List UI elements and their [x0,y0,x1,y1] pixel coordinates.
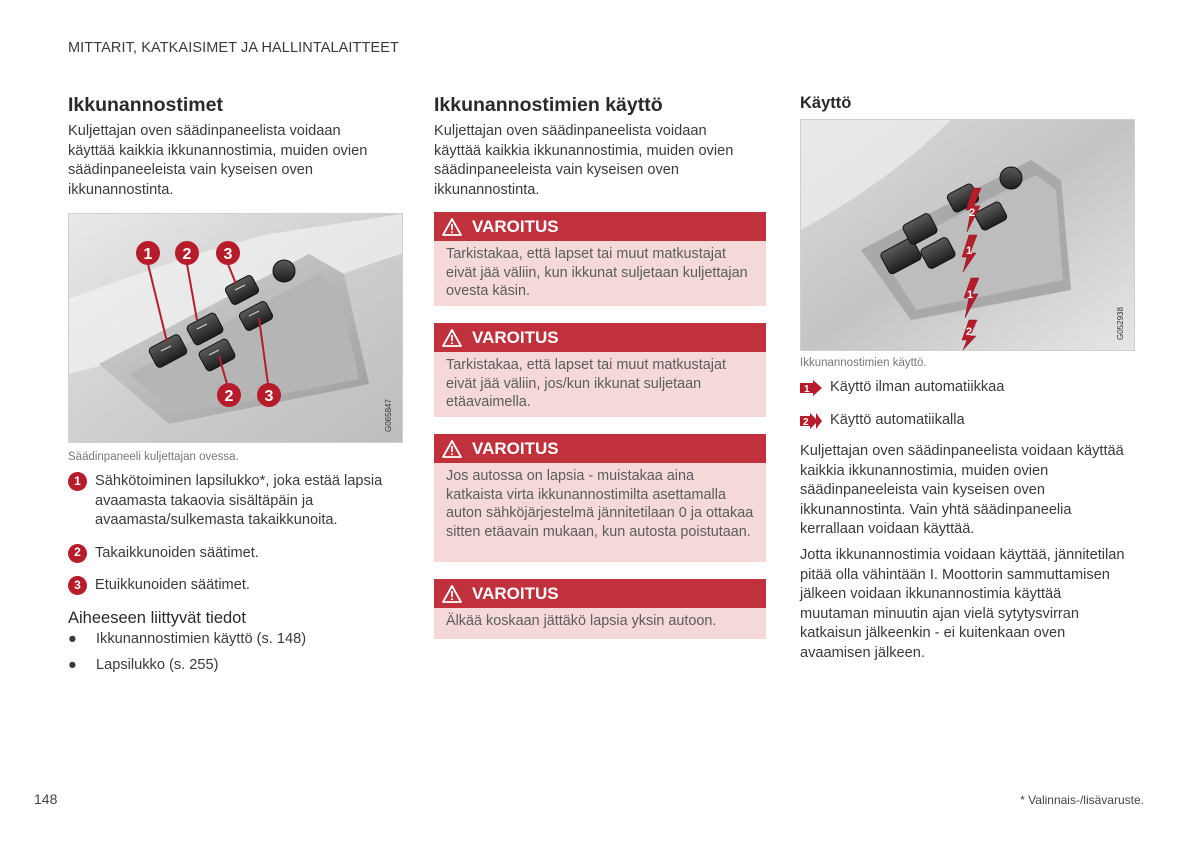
bullet-icon: ● [68,631,77,647]
warning-text: Tarkistakaa, että lapset tai muut matkustajat eivät jää väliin, kun ikkunat suljetaan kuljettajan ovesta käsin. [446,246,748,300]
warning-text: Jos autossa on lapsia - muistakaa aina katkaista virta ikkunannostimilta asettamalla auton sähköjärjestelmä jännitetilaan 0 ja ottakaa sitten etäavain mukaan, kun autosta poistutaan. [446,468,754,540]
right-column [800,94,1134,113]
page-header: MITTARIT, KATKAISIMET JA HALLINTALAITTEET [68,40,399,56]
image-caption: Ikkunannostimien käyttö. [800,357,927,369]
double-arrow-badge-icon [800,412,822,430]
section-title: Käyttö [800,94,852,112]
svg-text:1: 1 [804,384,810,395]
warning-text: Tarkistakaa, että lapset tai muut matkustajat eivät jää väliin, jos/kun ikkunat suljetaan etäavaimella. [446,357,726,411]
warning-box [434,212,766,306]
warning-header [434,434,766,463]
operation-paragraph-1: Kuljettajan oven säädinpaneelista voidaan käyttää kaikkia ikkunannostimia, muiden ovien säädinpaneeleista vain kyseisen oven ikkunannostinta. Vain yhtä säädinpaneelia kerrallaan voidaan käyttää. [800,443,1124,538]
image-code: G052938 [1116,307,1125,340]
warning-box [434,434,766,562]
warning-label: VAROITUS [472,327,559,347]
arrow-badge-icon [800,379,822,397]
arrow-label-1b: 1 [967,289,974,301]
list-item [800,378,1134,398]
list-item-text: Sähkötoiminen lapsilukko*, joka estää lapsia avaamasta takaovia sisältäpäin ja avaamasta/sulkemasta takaikkunoita. [95,473,383,529]
related-link[interactable] [68,656,398,676]
related-link-text[interactable]: Lapsilukko (s. 255) [96,656,219,673]
callout-2b: 2 [224,388,234,405]
image-caption: Säädinpaneeli kuljettajan ovessa. [68,451,239,463]
related-link[interactable] [68,630,398,650]
callout-3b: 3 [264,388,274,405]
intro-text: Kuljettajan oven säädinpaneelista voidaan käyttää kaikkia ikkunannostimia, muiden ovien säädinpaneeleista vain kyseisen oven ikkunannostinta. [68,123,368,198]
list-item-text: Takaikkunoiden säätimet. [95,544,259,561]
number-badge: 1 [68,472,87,491]
arrow-label-1: 1 [966,245,973,257]
callout-2: 2 [182,246,192,263]
arrow-label-2: 2 [969,207,976,219]
warning-triangle-icon [442,585,462,603]
legend-list [68,472,403,609]
section-title: Ikkunannostimet [68,94,223,116]
list-item-text: Etuikkunoiden säätimet. [95,577,250,594]
intro-text: Kuljettajan oven säädinpaneelista voidaan käyttää kaikkia ikkunannostimia, muiden ovien säädinpaneeleista vain kyseisen oven ikkunannostinta. [434,123,734,198]
warning-box [434,323,766,417]
warning-triangle-icon [442,218,462,236]
warning-box [434,579,766,639]
callout-3: 3 [223,246,233,263]
number-badge: 3 [68,576,87,595]
list-item [68,544,403,564]
footnote: * Valinnais-/lisävaruste. [1020,793,1144,807]
door-panel-photo [68,213,403,443]
middle-column [434,94,764,200]
list-item [68,472,403,531]
left-column [68,94,398,200]
window-operation-photo [800,119,1135,351]
operation-legend [800,378,1134,443]
related-title: Aiheeseen liittyvät tiedot [68,609,246,627]
list-item-text: Käyttö automatiikalla [830,411,965,428]
bullet-icon: ● [68,656,77,673]
warning-header [434,323,766,352]
warning-label: VAROITUS [472,583,559,603]
warning-triangle-icon [442,440,462,458]
list-item-text: Käyttö ilman automatiikkaa [830,379,1005,395]
image-code: G065847 [384,399,393,432]
warning-label: VAROITUS [472,438,559,458]
related-section [68,609,398,681]
section-title: Ikkunannostimien käyttö [434,94,663,116]
related-link-text[interactable]: Ikkunannostimien käyttö (s. 148) [96,631,307,647]
list-item [68,576,403,596]
list-item [800,411,1134,431]
svg-text:2: 2 [803,416,809,428]
warning-text: Älkää koskaan jättäkö lapsia yksin autoon. [446,613,717,629]
warning-header [434,579,766,608]
operation-paragraph-2: Jotta ikkunannostimia voidaan käyttää, jännitetilan pitää olla vähintään I. Moottorin sammuttamisen jälkeen voidaan ikkunannostimia käyttää muutaman minuutin ajan vielä sytytysvirran katkaisun jälkeenkin - ei kuitenkaan oven avaamisen jälkeen. [800,547,1125,661]
warning-header [434,212,766,241]
warning-label: VAROITUS [472,216,559,236]
arrow-label-2b: 2 [966,326,973,338]
number-badge: 2 [68,544,87,563]
callout-1: 1 [143,246,153,263]
warning-triangle-icon [442,329,462,347]
page-number: 148 [34,791,58,807]
